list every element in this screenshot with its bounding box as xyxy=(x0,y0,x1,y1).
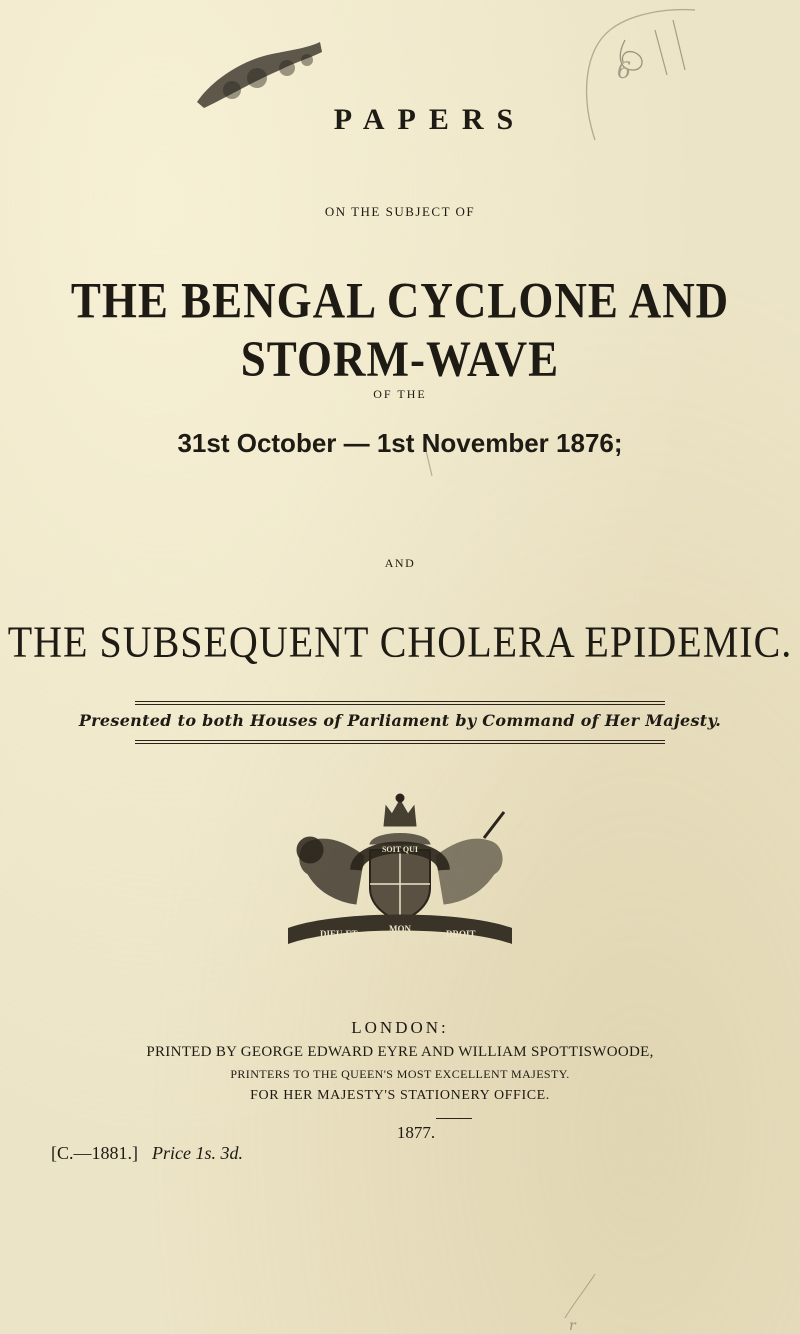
command-number: [C.—1881.] xyxy=(51,1143,138,1163)
top-rule-1 xyxy=(135,701,665,702)
year-rule xyxy=(436,1118,472,1119)
and-line: AND xyxy=(384,556,416,570)
top-rule-2 xyxy=(135,704,665,705)
bottom-rule-2 xyxy=(135,743,665,744)
crest-motto-center: MON xyxy=(389,924,411,934)
pencil-annotation-text: 6 xyxy=(617,59,631,84)
heading-papers: PAPERS xyxy=(333,103,527,136)
price: Price 1s. 3d. xyxy=(152,1143,243,1163)
crest-motto-right: DROIT xyxy=(446,929,476,939)
library-stamp-mark xyxy=(192,40,327,110)
main-title: THE BENGAL CYCLONE AND STORM-WAVE xyxy=(70,272,730,388)
event-dates: 31st October — 1st November 1876; xyxy=(177,428,623,458)
of-the-line: OF THE xyxy=(373,387,427,401)
royal-coat-of-arms-icon xyxy=(278,792,522,948)
presented-line: Presented to both Houses of Parliament by Command of Her Majesty. xyxy=(78,711,722,730)
imprint-printers-to: PRINTERS TO THE QUEEN'S MOST EXCELLENT MAJESTY. xyxy=(230,1067,570,1081)
pencil-mark-bottom xyxy=(555,1270,615,1334)
command-paper-line xyxy=(51,1143,243,1164)
subject-line: ON THE SUBJECT OF xyxy=(324,204,476,219)
crest-motto-left: DIEU·ET xyxy=(320,929,358,939)
imprint-year: 1877. xyxy=(396,1123,436,1142)
subtitle: THE SUBSEQUENT CHOLERA EPIDEMIC. xyxy=(7,616,793,667)
imprint-printed-by: PRINTED BY GEORGE EDWARD EYRE AND WILLIAM SPOTTISWOODE, xyxy=(146,1044,654,1060)
pencil-mark-bottom-text: r xyxy=(569,1318,576,1334)
crest-garter-motto: SOIT QUI xyxy=(381,845,419,854)
imprint-city: LONDON: xyxy=(351,1018,449,1037)
bottom-rule-1 xyxy=(135,740,665,741)
imprint-office: FOR HER MAJESTY'S STATIONERY OFFICE. xyxy=(250,1088,550,1103)
